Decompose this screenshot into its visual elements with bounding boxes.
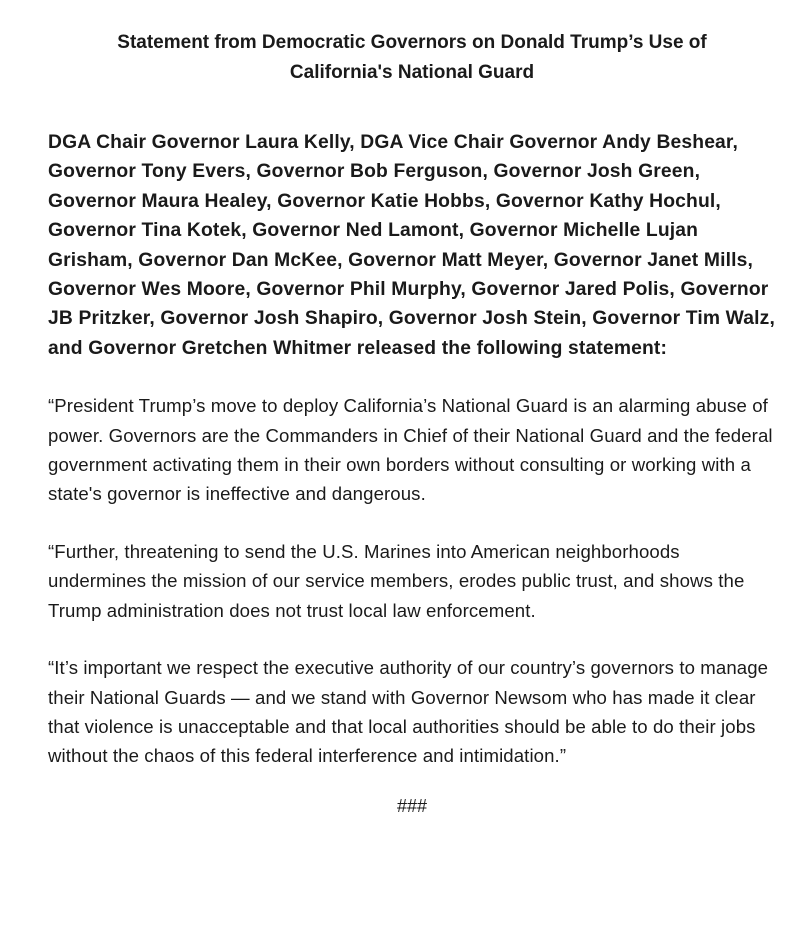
quote-paragraph-1: “President Trump’s move to deploy California’s National Guard is an alarming abuse of power. Governors are the Commanders in Chief of their National Guard and the federal government activating them in their own borders without consulting or working with a state's governor is ineffective and dangerous. <box>48 395 773 505</box>
intro-paragraph: DGA Chair Governor Laura Kelly, DGA Vice Chair Governor Andy Beshear, Governor Tony Evers, Governor Bob Ferguson, Governor Josh Green, Governor Maura Healey, Governor Katie Hobbs, Governor Kathy Hochul, Governor Tina Kotek, Governor Ned Lamont, Governor Michelle Lujan Grisham, Governor Dan McKee, Governor Matt Meyer, Governor Janet Mills, Governor Wes Moore, Governor Phil Murphy, Governor Jared Polis, Governor JB Pritzker, Governor Josh Shapiro, Governor Josh Stein, Governor Tim Walz, and Governor Gretchen Whitmer released the following statement: <box>48 132 775 359</box>
title-line-1: Statement from Democratic Governors on Donald Trump’s Use of <box>117 32 707 53</box>
quote-paragraph-2: “Further, threatening to send the U.S. Marines into American neighborhoods undermines the mission of our service members, erodes public trust, and shows the Trump administration does not trust local law enforcement. <box>48 540 745 621</box>
statement-document <box>48 28 776 819</box>
end-mark: ### <box>396 795 428 816</box>
title-line-2: California's National Guard <box>289 62 535 83</box>
quote-paragraph-3: “It’s important we respect the executive authority of our country’s governors to manage their National Guards — and we stand with Governor Newsom who has made it clear that violence is unacceptable and that local authorities should be able to do their jobs without the chaos of this federal interference and intimidation.” <box>48 657 769 767</box>
statement-title <box>48 28 776 88</box>
